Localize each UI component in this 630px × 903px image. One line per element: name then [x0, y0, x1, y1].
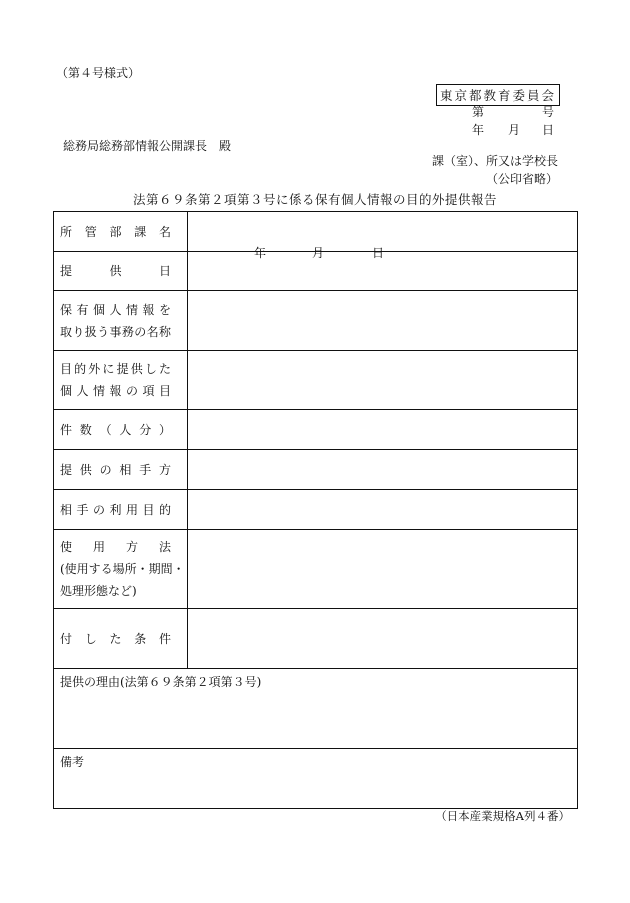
field-conditions[interactable] — [188, 609, 578, 669]
label-conditions: 付した条件 — [60, 631, 171, 646]
field-reason[interactable] — [54, 669, 578, 749]
field-date-year: 年 — [254, 246, 267, 260]
sender: 課（室）、所又は学校長 — [431, 154, 558, 168]
row-date — [54, 252, 578, 291]
paper-size-note: （日本産業規格A列４番） — [435, 809, 570, 823]
field-purpose[interactable] — [188, 490, 578, 530]
row-conditions — [54, 609, 578, 669]
row-count — [54, 410, 578, 450]
label-method-1: 使用方法 — [60, 540, 171, 554]
row-office — [54, 291, 578, 351]
issuer-box: 東京都教育委員会 — [436, 84, 560, 106]
label-purpose: 相手の利用目的 — [60, 502, 171, 517]
row-recipient — [54, 450, 578, 490]
label-office-1: 保有個人情報を — [60, 302, 171, 317]
label-items-2: 個人情報の項目 — [60, 384, 171, 398]
field-remarks[interactable] — [54, 749, 578, 809]
date-day: 日 — [542, 123, 555, 137]
label-reason: 提供の理由(法第６９条第２項第３号) — [60, 675, 262, 689]
label-remarks: 備考 — [60, 755, 85, 769]
label-dept: 所管部課名 — [60, 224, 171, 239]
field-count[interactable] — [188, 410, 578, 450]
row-reason — [54, 669, 578, 749]
row-remarks — [54, 749, 578, 809]
date-year: 年 — [472, 123, 485, 137]
form-title: 法第６９条第２項第３号に係る保有個人情報の目的外提供報告 — [132, 192, 497, 207]
label-method-2: (使用する場所・期間・ — [60, 562, 185, 576]
label-method-3: 処理形態など) — [60, 584, 137, 598]
row-items — [54, 351, 578, 410]
field-recipient[interactable] — [188, 450, 578, 490]
label-items-1: 目的外に提供した — [60, 362, 171, 376]
number-dai: 第 — [472, 105, 485, 119]
row-method — [54, 530, 578, 609]
label-count: 件数（人分） — [60, 422, 171, 437]
seal-note: （公印省略） — [485, 172, 558, 186]
field-date-month: 月 — [312, 246, 325, 260]
field-date-day: 日 — [372, 246, 385, 260]
row-purpose — [54, 490, 578, 530]
field-items[interactable] — [188, 351, 578, 410]
field-date[interactable] — [188, 246, 578, 291]
label-office-2: 取り扱う事務の名称 — [60, 324, 171, 339]
field-method[interactable] — [188, 530, 578, 609]
number-go: 号 — [542, 105, 555, 119]
report-form-table — [53, 211, 578, 809]
label-recipient: 提供の相手方 — [60, 462, 171, 477]
label-date: 提供日 — [60, 264, 171, 278]
date-month: 月 — [508, 123, 521, 137]
form-number: （第４号様式） — [56, 66, 141, 80]
field-office[interactable] — [188, 291, 578, 351]
addressee: 総務局総務部情報公開課長 殿 — [63, 139, 232, 153]
